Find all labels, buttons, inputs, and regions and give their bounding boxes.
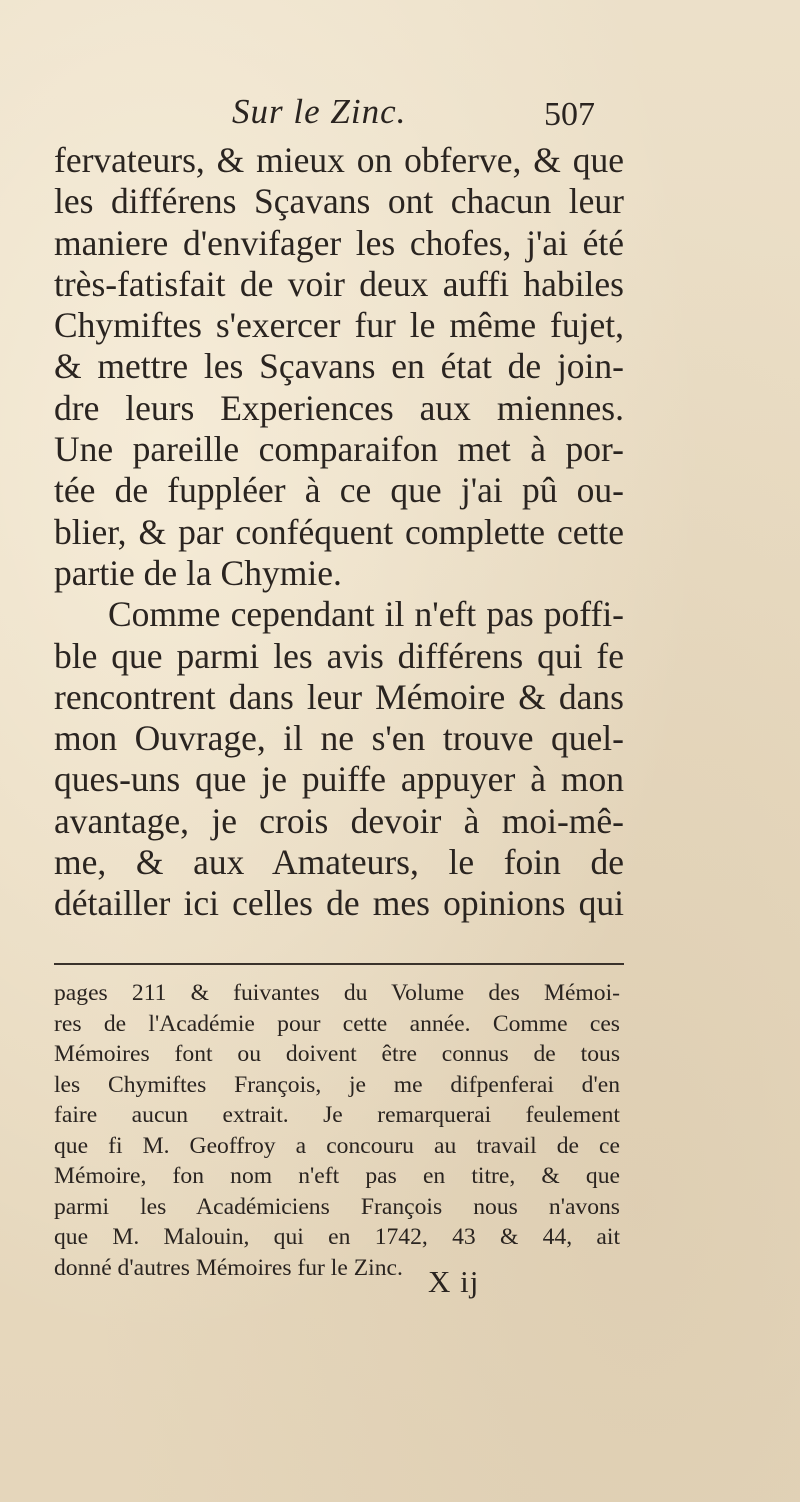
text-line: Chymiftes s'exercer fur le même fujet,	[54, 305, 624, 346]
text-line: Comme cependant il n'eft pas poffi-	[108, 594, 624, 635]
footnote-line: faire aucun extrait. Je remarquerai feulement	[54, 1102, 620, 1128]
footnote-line: que M. Malouin, qui en 1742, 43 & 44, ait	[54, 1224, 620, 1250]
page-header	[0, 92, 800, 142]
text-line: ques-uns que je puiffe appuyer à mon	[54, 759, 624, 800]
text-line: blier, & par conféquent complette cette	[54, 511, 624, 552]
footnote-line: parmi les Académiciens François nous n'avons	[54, 1193, 620, 1220]
text-line: & mettre les Sçavans en état de join-	[54, 346, 624, 387]
footnote-line: pages 211 & fuivantes du Volume des Mémoi-	[54, 980, 620, 1006]
main-text	[54, 140, 624, 925]
text-line: détailler ici celles de mes opinions qui	[54, 883, 624, 924]
text-line: très-fatisfait de voir deux auffi habiles	[54, 263, 624, 304]
footnote-line: res de l'Académie pour cette année. Comme ces	[54, 1010, 620, 1037]
text-line: rencontrent dans leur Mémoire & dans	[54, 676, 624, 717]
text-line: fervateurs, & mieux on obferve, & que	[54, 140, 624, 180]
footnote-line: que fi M. Geoffroy a concouru au travail de ce	[54, 1132, 620, 1159]
text-line: dre leurs Experiences aux miennes.	[54, 387, 624, 428]
text-line: les différens Sçavans ont chacun leur	[54, 181, 624, 222]
text-line: mon Ouvrage, il ne s'en trouve quel-	[54, 718, 624, 759]
footnote-rule	[54, 963, 624, 965]
running-head: Sur le Zinc.	[232, 92, 407, 131]
footnote-line: les Chymiftes François, je me difpenferai d'en	[54, 1071, 620, 1098]
signature-mark: X ij	[428, 1264, 480, 1299]
page-number: 507	[544, 96, 595, 133]
footnote-line: donné d'autres Mémoires fur le Zinc.	[54, 1254, 403, 1281]
text-line: Une pareille comparaifon met à por-	[54, 429, 624, 470]
footnote-line: Mémoire, fon nom n'eft pas en titre, & que	[54, 1163, 620, 1189]
footnote	[54, 978, 620, 1283]
text-line: partie de la Chymie.	[54, 552, 342, 593]
text-line: maniere d'envifager les chofes, j'ai été	[54, 222, 624, 263]
footnote-line: Mémoires font ou doivent être connus de tous	[54, 1041, 620, 1067]
text-line: me, & aux Amateurs, le foin de	[54, 842, 624, 883]
text-line: avantage, je crois devoir à moi-mê-	[54, 800, 624, 841]
text-line: tée de fuppléer à ce que j'ai pû ou-	[54, 470, 624, 511]
text-line: ble que parmi les avis différens qui fe	[54, 635, 624, 676]
